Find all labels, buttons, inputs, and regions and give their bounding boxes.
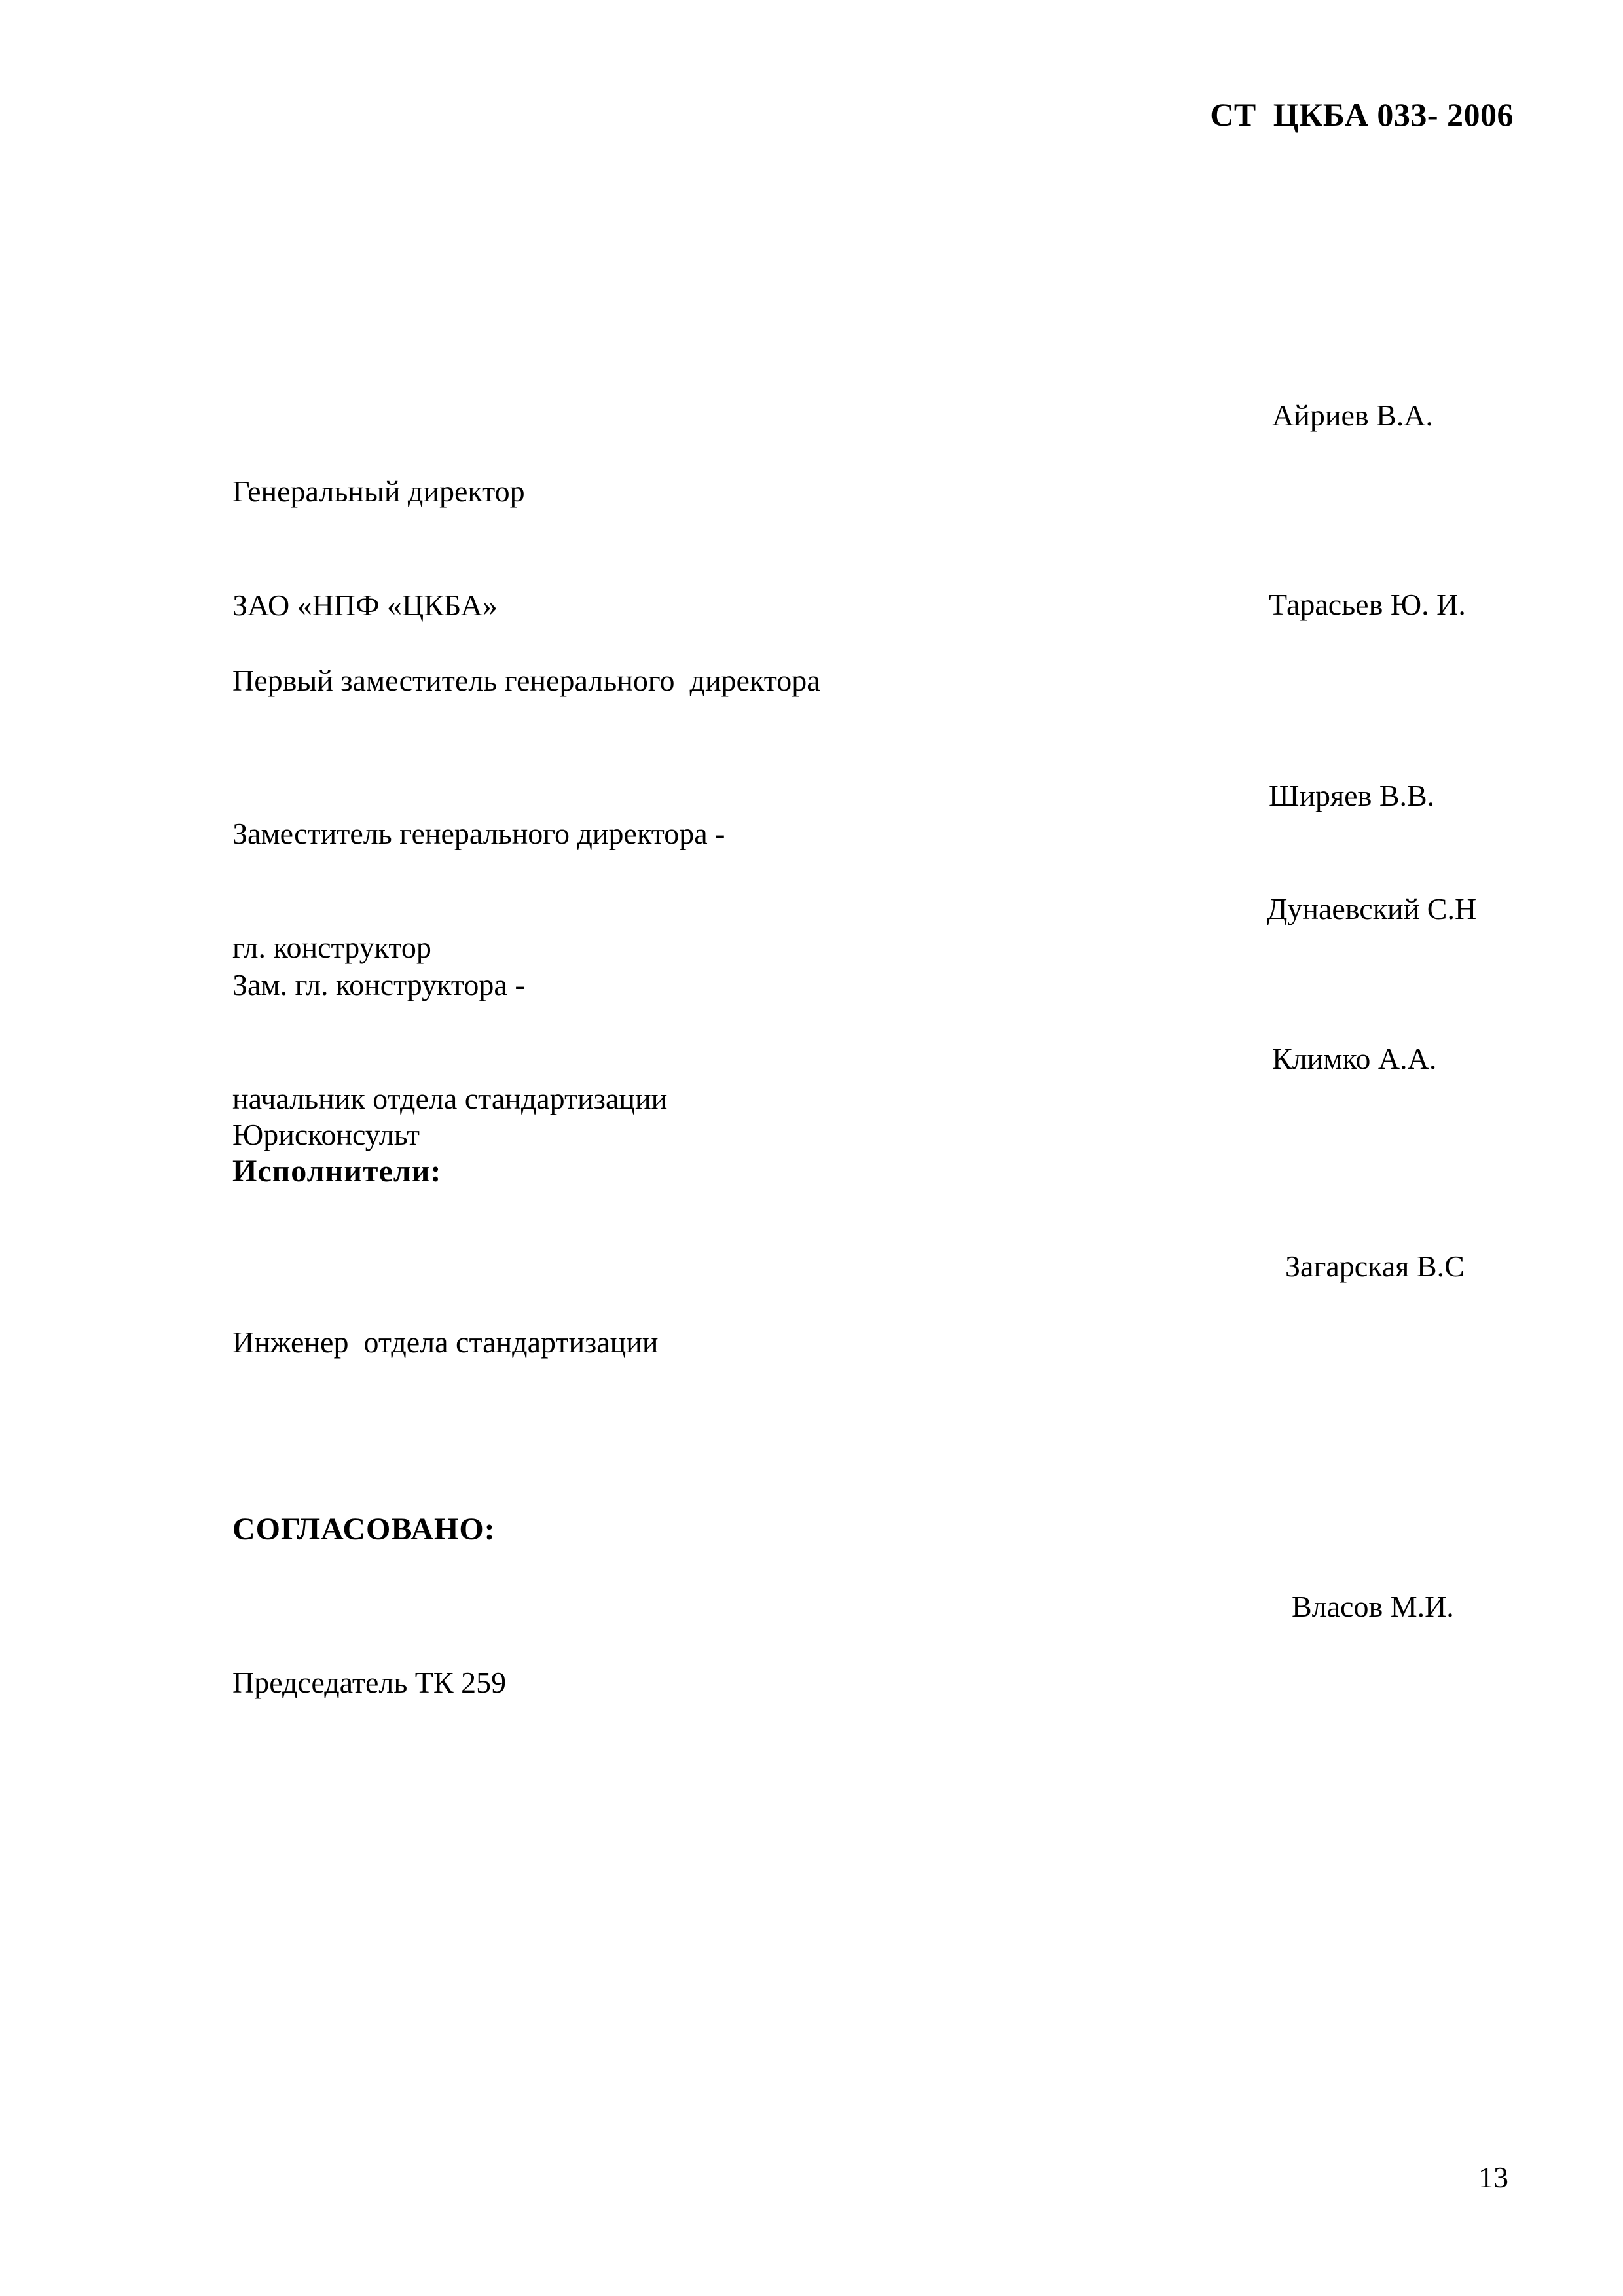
signatory-name: Дунаевский С.Н [1267, 892, 1477, 925]
signatory-name: Айриев В.А. [1272, 399, 1433, 432]
role-line: начальник отдела стандартизации [232, 1082, 668, 1115]
signatory-role-first-deputy [232, 586, 820, 738]
executor-name: Загарская В.С [1285, 1249, 1465, 1283]
signatory-name: Тарасьев Ю. И. [1269, 588, 1466, 621]
page-number: 13 [1478, 2161, 1508, 2194]
role-line: Юрисконсульт [232, 1118, 420, 1151]
approval-heading: СОГЛАСОВАНО: [232, 1512, 496, 1547]
document-code: СТ ЦКБА 033- 2006 [1210, 96, 1514, 133]
role-line: Заместитель генерального директора - [232, 817, 725, 850]
signatory-name: Климко А.А. [1272, 1042, 1437, 1075]
role-line: Инженер отдела стандартизации [232, 1325, 659, 1359]
role-line: Председатель ТК 259 [232, 1666, 507, 1699]
role-line: Зам. гл. конструктора - [232, 968, 525, 1001]
role-line: ЗАО «НПФ «ЦКБА» [232, 588, 498, 622]
role-line: гл. конструктор [232, 931, 431, 964]
role-line: Первый заместитель генерального директора [232, 664, 820, 697]
executor-role [232, 1247, 659, 1399]
approver-role [232, 1588, 506, 1740]
role-line: Генеральный директор [232, 475, 525, 508]
approver-name: Власов М.И. [1292, 1590, 1454, 1623]
executors-heading: Исполнители: [232, 1154, 442, 1189]
signatory-name: Ширяев В.В. [1269, 779, 1435, 812]
